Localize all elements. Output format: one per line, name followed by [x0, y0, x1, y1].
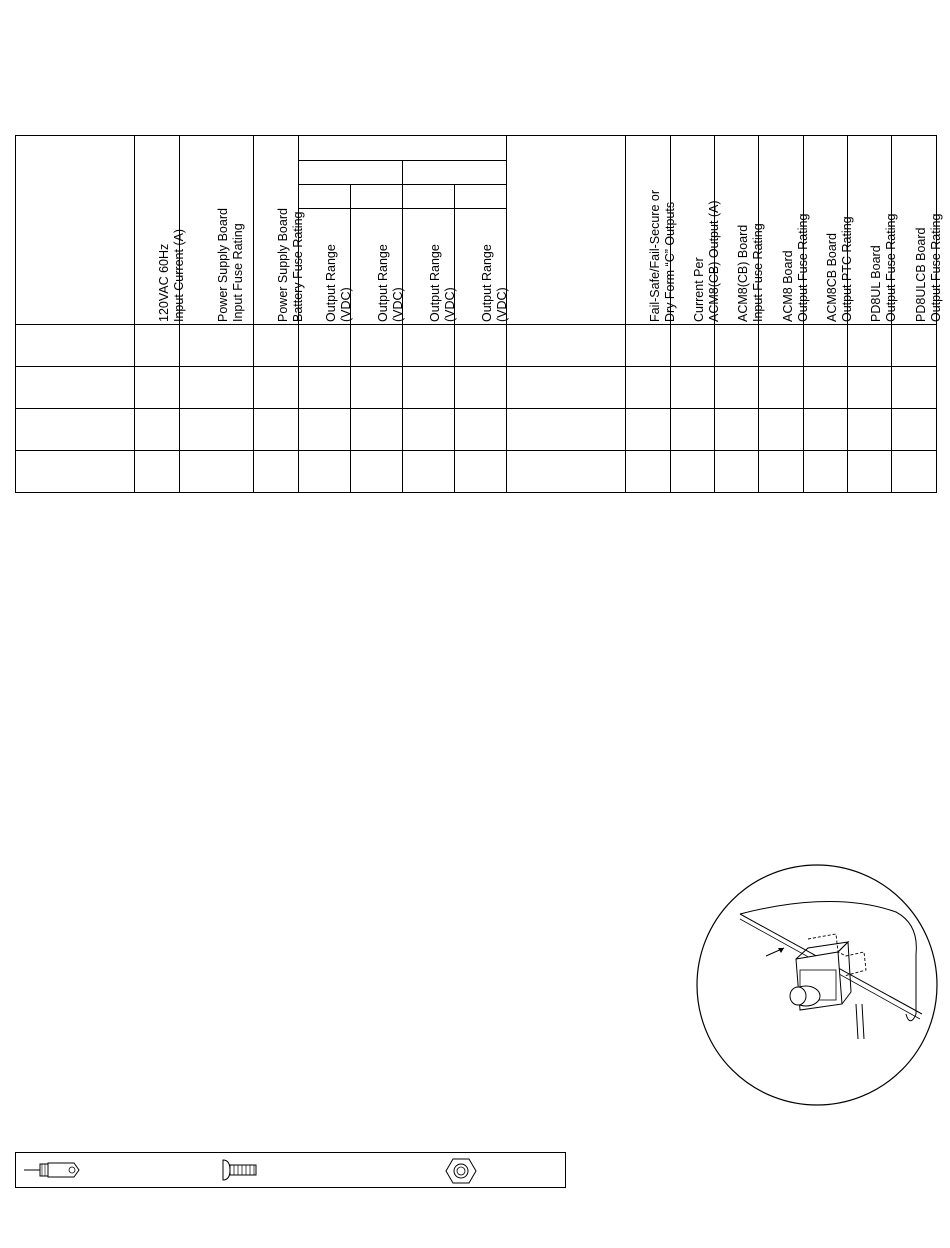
screw-icon — [220, 1157, 260, 1183]
header-current-per-acm8: Current Per ACM8(CB) Output (A) — [692, 200, 721, 322]
standoff-icon — [22, 1157, 82, 1183]
header-acm8cb-input-fuse: ACM8(CB) Board Input Fuse Rating — [736, 223, 765, 322]
mounting-detail-illustration — [696, 864, 938, 1106]
header-output-range-2: Output Range (VDC) — [376, 244, 405, 322]
header-input-current: 120VAC 60Hz Input Current (A) — [156, 228, 186, 322]
header-ps-input-fuse: Power Supply Board Input Fuse Rating — [216, 208, 245, 322]
spec-table — [15, 135, 943, 493]
header-pd8ulcb-output-fuse: PD8ULCB Board Output Fuse Rating — [913, 213, 943, 322]
header-output-range-1: Output Range (VDC) — [324, 244, 353, 322]
header-ps-battery-fuse: Power Supply Board Battery Fuse Rating — [275, 208, 305, 322]
header-pd8ul-output-fuse: PD8UL Board Output Fuse Rating — [869, 213, 898, 322]
header-fail-safe: Fail-Safe/Fail-Secure or Dry Form “C” Outputs — [647, 190, 677, 322]
hardware-legend — [15, 1152, 566, 1188]
header-output-range-3: Output Range (VDC) — [428, 244, 457, 322]
header-acm8cb-ptc: ACM8CB Board Output PTC Rating — [825, 216, 854, 322]
nut-icon — [444, 1157, 478, 1185]
header-acm8-output-fuse: ACM8 Board Output Fuse Rating — [780, 213, 810, 322]
header-output-range-4: Output Range (VDC) — [480, 244, 509, 322]
